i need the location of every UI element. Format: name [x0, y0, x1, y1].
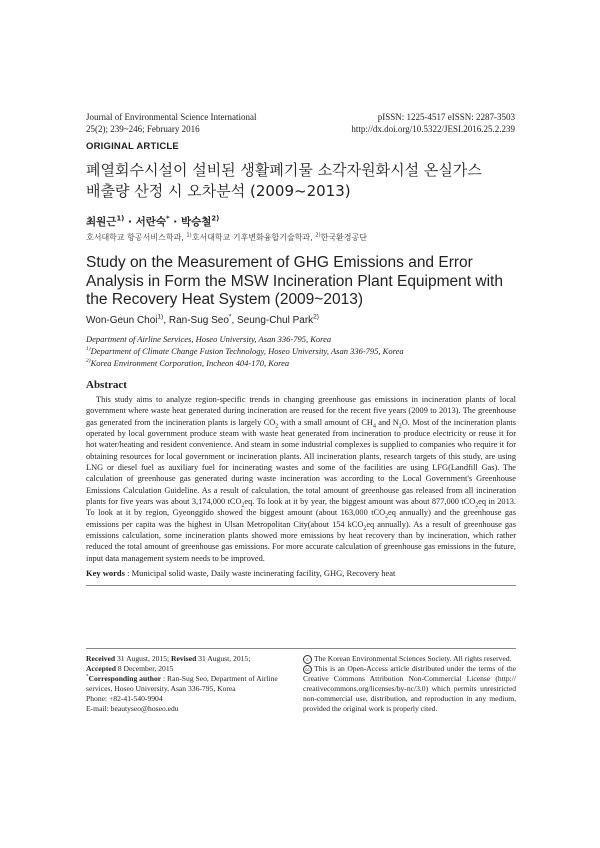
korean-affil-2-sup: 1) [186, 232, 192, 239]
english-affil-1: Department of Airline Services, Hoseo University, Asan 336-795, Korea [86, 334, 332, 344]
korean-title-line2: 배출량 산정 시 오차분석 (2009~2013) [86, 182, 351, 200]
korean-title-line1: 폐열회수시설이 설비된 생활폐기물 소각자원화시설 온실가스 [86, 161, 482, 179]
received-date: 31 August, 2015; [115, 654, 172, 663]
english-affil-3-sup: 2) [86, 358, 91, 365]
english-author-2: , Ran-Sug Seo [163, 315, 229, 326]
korean-affil-2: 호서대학교 기후변화융합기술학과, [191, 233, 316, 242]
abstract-subscript: 4 [372, 423, 376, 430]
korean-author-sep: · [124, 216, 136, 228]
abstract-text: This study aims to analyze region-specific trends in changing greenhouse gas emissions in incineration plants of local government where waste heat generated during incineration are reused for the recent five years (2009 to 2013). The greenhouse gas generated from the incineration plants is largely CO [86, 395, 516, 427]
abstract-subscript: 2 [475, 502, 479, 509]
section-divider [86, 585, 516, 586]
korean-author-3-sup: 2) [211, 214, 220, 223]
journal-volume: 25(2); 239~246; February 2016 [86, 124, 200, 134]
korean-author-1-sup: 1) [116, 214, 125, 223]
footer-dates [86, 654, 286, 714]
abstract-text: with a small amount of CH [278, 417, 373, 427]
korean-title [86, 160, 526, 202]
corr-email[interactable]: E-mail: beautyseo@hoseo.edu [86, 704, 179, 713]
accepted-date: 8 December, 2015 [115, 664, 174, 673]
english-affil-3-row [86, 357, 404, 369]
abstract-subscript: 2 [385, 514, 389, 521]
keywords [86, 568, 516, 578]
korean-affil-1: 호서대학교 항공서비스학과, [86, 233, 187, 242]
keywords-label: Key words [86, 568, 125, 578]
korean-author-sep: · [169, 216, 181, 228]
footer-date-row [86, 654, 286, 664]
abstract-subscript: 2 [275, 423, 279, 430]
korean-affiliations [86, 232, 367, 243]
journal-name: Journal of Environmental Science International [86, 112, 257, 122]
corr-text: : Ran-Sug Seo, Department of Airline services, Hoseo University, Asan 336-795, Korea [86, 674, 278, 693]
english-title: Study on the Measurement of GHG Emissions and Error Analysis in Form the MSW Incineration Plant Equipment with the Recovery Heat System (2009~2013) [86, 254, 503, 308]
english-authors [86, 315, 319, 326]
abstract-heading: Abstract [86, 379, 127, 391]
korean-author-1: 최원근 [86, 216, 117, 228]
abstract-subscript: 2 [398, 423, 402, 430]
abstract-subscript: 2 [363, 525, 367, 532]
accepted-label: Accepted [86, 664, 116, 673]
footer-accepted-row [86, 664, 286, 674]
english-author-2-sup: * [228, 313, 232, 321]
revised-date: 31 August, 2015; [196, 654, 251, 663]
corresponding-author [86, 674, 286, 694]
corr-sup: * [86, 674, 89, 680]
abstract-text: O. Most of the incineration plants operated by local government produce steam with waste heat generated from incineration to produce electricity or reuse it for hot water/heating and resident convenience. And steam in some industrial complexes is supplied to companies who require it for obtaining resources for local government or incineration plants. All incineration plants, research targets of this study, are using LNG or diesel fuel as auxiliary fuel for incinerating wastes and some of the facilities are using LFG(Landfill Gas). The calculation of greenhouse gas generated during waste incineration was according to the Local Government's Greenhouse Emissions Calculation Guideline. As a result of calculation, the total amount of greenhouse gas released from all incineration plants for five years was about 3,174,000 tCO [86, 417, 517, 507]
abstract-text: eq annually) and the greenhouse gas emissions per capita was the highest in Ulsan Metropolitan City(about 154 kCO [86, 508, 516, 529]
abstract-subscript: 2 [241, 502, 245, 509]
license-text: This is an Open-Access article distributed under the terms of the Creative Commons Attribution Non-Commercial License (http:// creativecommons.org/licenses/by-nc/3.0) which permits unrestricted non-commercial use, distribution, and reproduction in any medium, provided the original work is properly cited. [303, 664, 516, 713]
creative-commons-icon: cc [303, 665, 312, 674]
journal-info [86, 111, 256, 135]
english-author-3: , Seung-Chul Park [231, 315, 314, 326]
abstract-body [86, 394, 516, 564]
korean-author-2: 서란숙 [135, 216, 167, 228]
english-affil-2-row [86, 345, 404, 357]
korean-affil-3-sup: 2) [315, 232, 321, 239]
license-row [303, 664, 516, 714]
abstract-paragraph [86, 394, 516, 564]
korean-authors [86, 214, 219, 229]
journal-issn: pISSN: 1225-4517 eISSN: 2287-3503 [377, 112, 515, 122]
keywords-text: : Municipal solid waste, Daily waste incinerating facility, GHG, Recovery heat [124, 568, 396, 578]
copyright-icon: c [303, 655, 312, 664]
english-affil-2-sup: 1) [86, 346, 91, 353]
korean-author-3: 박승철 [180, 216, 212, 228]
journal-ids [351, 111, 515, 135]
copyright-row [303, 654, 516, 664]
english-affil-3: Korea Environment Corporation, Incheon 404-170, Korea [90, 358, 290, 368]
abstract-text: eq annually). As a result of greenhouse gas emissions calculation, some incineration plants showed more emissions by heat recovery than by incineration, which rather reduced the total amount of greenhouse gas emissions. For more accurate calculation of greenhouse gas emissions in the future, input data management system needs to be improved. [86, 519, 516, 563]
abstract-text: eq in 2013. To look at it by region, Gyeonggido showed the biggest amount (about 163,000 tCO [86, 497, 517, 518]
article-label: ORIGINAL ARTICLE [86, 141, 179, 152]
english-author-1-sup: 1) [157, 313, 164, 321]
english-author-1: Won-Geun Choi [86, 315, 158, 326]
english-affiliations [86, 333, 404, 369]
corr-label: Corresponding author [88, 674, 162, 683]
korean-affil-3: 한국환경공단 [320, 233, 367, 242]
english-affil-2: Department of Climate Change Fusion Technology, Hoseo University, Asan 336-795, Korea [90, 346, 404, 356]
corr-phone: Phone: +82-41-540-9904 [86, 694, 163, 703]
copyright-text: The Korean Environmental Sciences Society. All rights reserved. [314, 654, 512, 663]
footer-license [303, 654, 516, 714]
received-label: Received [86, 654, 116, 663]
korean-author-2-sup: * [166, 214, 170, 223]
abstract-text: and N [375, 417, 399, 427]
footer-divider [86, 648, 516, 649]
abstract-text: eq. To look at it by year, the biggest amount was about 877,000 tCO [244, 497, 476, 507]
journal-doi[interactable]: http://dx.doi.org/10.5322/JESI.2016.25.2.239 [351, 124, 515, 134]
english-author-3-sup: 2) [313, 313, 319, 321]
revised-label: Revised [171, 654, 197, 663]
